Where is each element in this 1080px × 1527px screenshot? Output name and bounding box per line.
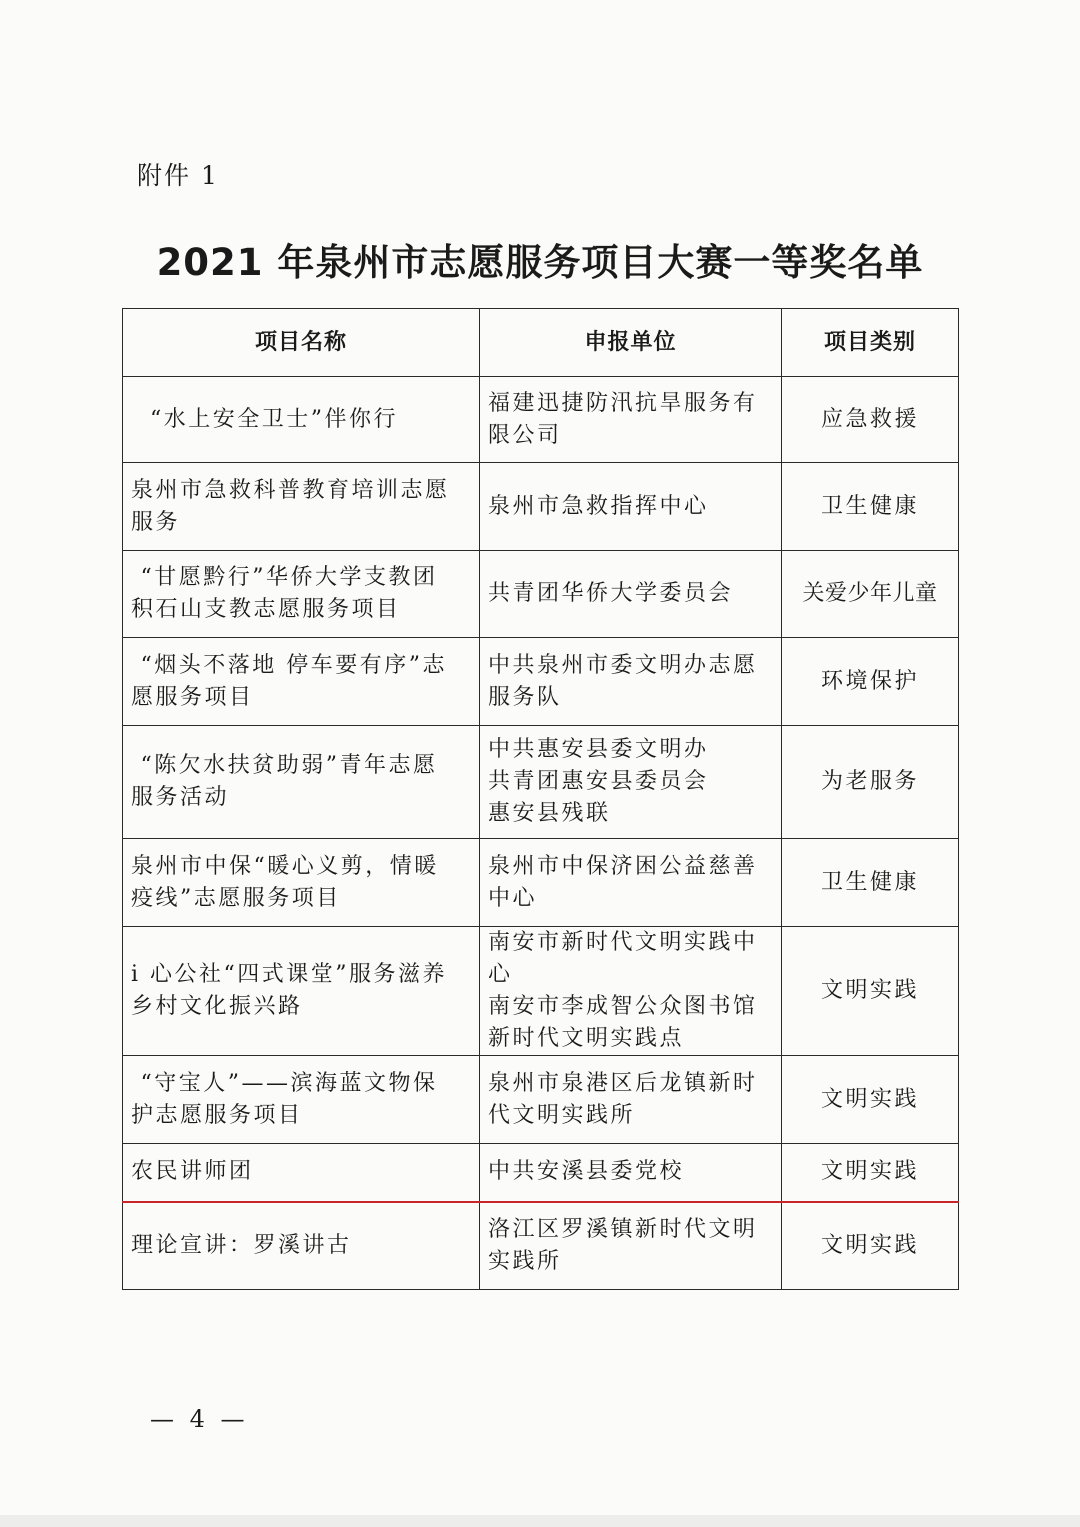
project-name-line: 服务 — [131, 509, 181, 535]
applicant-unit-line: 洛江区罗溪镇新时代文明 — [488, 1216, 758, 1242]
project-name-line: 农民讲师团 — [131, 1159, 254, 1185]
applicant-unit-line: 惠安县残联 — [488, 801, 611, 826]
document-title: 2021 年泉州市志愿服务项目大赛一等奖名单 — [156, 241, 924, 284]
cell-project-name — [123, 1144, 480, 1202]
project-name-line: “甘愿黔行”华侨大学支教团 — [131, 565, 438, 590]
cell-category: 文明实践 — [782, 1056, 959, 1144]
project-name-line: 理论宣讲：罗溪讲古 — [131, 1232, 352, 1258]
project-name-line: 泉州市急救科普教育培训志愿 — [131, 477, 450, 503]
table-row — [123, 1056, 959, 1144]
cell-project-name — [123, 463, 480, 551]
project-name-line: 服务活动 — [131, 785, 230, 810]
applicant-unit-line: 代文明实践所 — [488, 1102, 636, 1128]
project-name-line: i 心公社“四式课堂”服务滋养 — [131, 962, 448, 987]
table-row — [123, 463, 959, 551]
cell-project-name — [123, 1202, 480, 1290]
cell-applicant-unit — [480, 927, 782, 1056]
cell-category: 文明实践 — [782, 927, 959, 1056]
cell-applicant-unit — [480, 463, 782, 551]
table-header-row — [123, 309, 959, 377]
cell-applicant-unit — [480, 726, 782, 839]
applicant-unit-line: 泉州市泉港区后龙镇新时 — [488, 1070, 758, 1096]
cell-applicant-unit — [480, 839, 782, 927]
applicant-unit-line: 实践所 — [488, 1248, 562, 1274]
project-name-line: “陈欠水扶贫助弱”青年志愿 — [131, 753, 438, 778]
table-row — [123, 638, 959, 726]
table-row — [123, 1202, 959, 1290]
cell-project-name — [123, 377, 480, 463]
table-row — [123, 551, 959, 638]
cell-category: 环境保护 — [782, 638, 959, 726]
cell-project-name — [123, 551, 480, 638]
table-row — [123, 927, 959, 1056]
applicant-unit-line: 中共安溪县委党校 — [488, 1159, 685, 1185]
cell-applicant-unit — [480, 1202, 782, 1290]
project-name-line: 护志愿服务项目 — [131, 1102, 303, 1128]
cell-project-name — [123, 726, 480, 839]
cell-category: 卫生健康 — [782, 839, 959, 927]
project-name-line: “守宝人”——滨海蓝文物保 — [131, 1070, 438, 1096]
applicant-unit-line: 共青团华侨大学委员会 — [488, 581, 734, 606]
applicant-unit-line: 泉州市中保济困公益慈善 — [488, 853, 758, 879]
applicant-unit-line: 中共惠安县委文明办 — [488, 737, 709, 762]
cell-applicant-unit — [480, 377, 782, 463]
applicant-unit-line: 限公司 — [488, 422, 562, 448]
cell-applicant-unit — [480, 1056, 782, 1144]
award-table — [122, 308, 959, 1290]
project-name-line: 疫线”志愿服务项目 — [131, 885, 341, 911]
cell-category: 关爱少年儿童 — [782, 551, 959, 638]
cell-project-name — [123, 927, 480, 1056]
applicant-unit-line: 服务队 — [488, 684, 562, 710]
cell-category: 卫生健康 — [782, 463, 959, 551]
project-name-line: 愿服务项目 — [131, 684, 254, 710]
cell-applicant-unit — [480, 1144, 782, 1202]
applicant-unit-line: 南安市新时代文明实践中心 — [488, 930, 758, 987]
cell-applicant-unit — [480, 551, 782, 638]
header-applicant-unit: 申报单位 — [480, 309, 782, 377]
header-project-name: 项目名称 — [123, 309, 480, 377]
applicant-unit-line: 中心 — [488, 885, 538, 911]
table-row — [123, 1144, 959, 1202]
cell-project-name — [123, 638, 480, 726]
table-row — [123, 377, 959, 463]
table-body — [123, 377, 959, 1290]
applicant-unit-line: 泉州市急救指挥中心 — [488, 493, 709, 519]
project-name-line: 积石山支教志愿服务项目 — [131, 597, 401, 622]
table-row — [123, 726, 959, 839]
applicant-unit-line: 新时代文明实践点 — [488, 1026, 685, 1051]
project-name-line: 乡村文化振兴路 — [131, 994, 303, 1019]
cell-project-name — [123, 1056, 480, 1144]
cell-project-name — [123, 839, 480, 927]
applicant-unit-line: 中共泉州市委文明办志愿 — [488, 652, 758, 678]
applicant-unit-line: 共青团惠安县委员会 — [488, 769, 709, 794]
page-number: — 4 — — [150, 1405, 249, 1433]
scan-edge — [0, 1515, 1080, 1527]
applicant-unit-line: 南安市李成智公众图书馆 — [488, 994, 758, 1019]
project-name-line: 泉州市中保“暖心义剪，情暖 — [131, 853, 439, 879]
attachment-label: 附件 1 — [137, 161, 219, 190]
cell-category: 文明实践 — [782, 1144, 959, 1202]
cell-applicant-unit — [480, 638, 782, 726]
header-category: 项目类别 — [782, 309, 959, 377]
table-row — [123, 839, 959, 927]
cell-category: 为老服务 — [782, 726, 959, 839]
cell-category: 文明实践 — [782, 1202, 959, 1290]
project-name-line: “烟头不落地 停车要有序”志 — [131, 652, 447, 678]
applicant-unit-line: 福建迅捷防汛抗旱服务有 — [488, 390, 758, 416]
project-name-line: “水上安全卫士”伴你行 — [131, 406, 398, 432]
cell-category: 应急救援 — [782, 377, 959, 463]
